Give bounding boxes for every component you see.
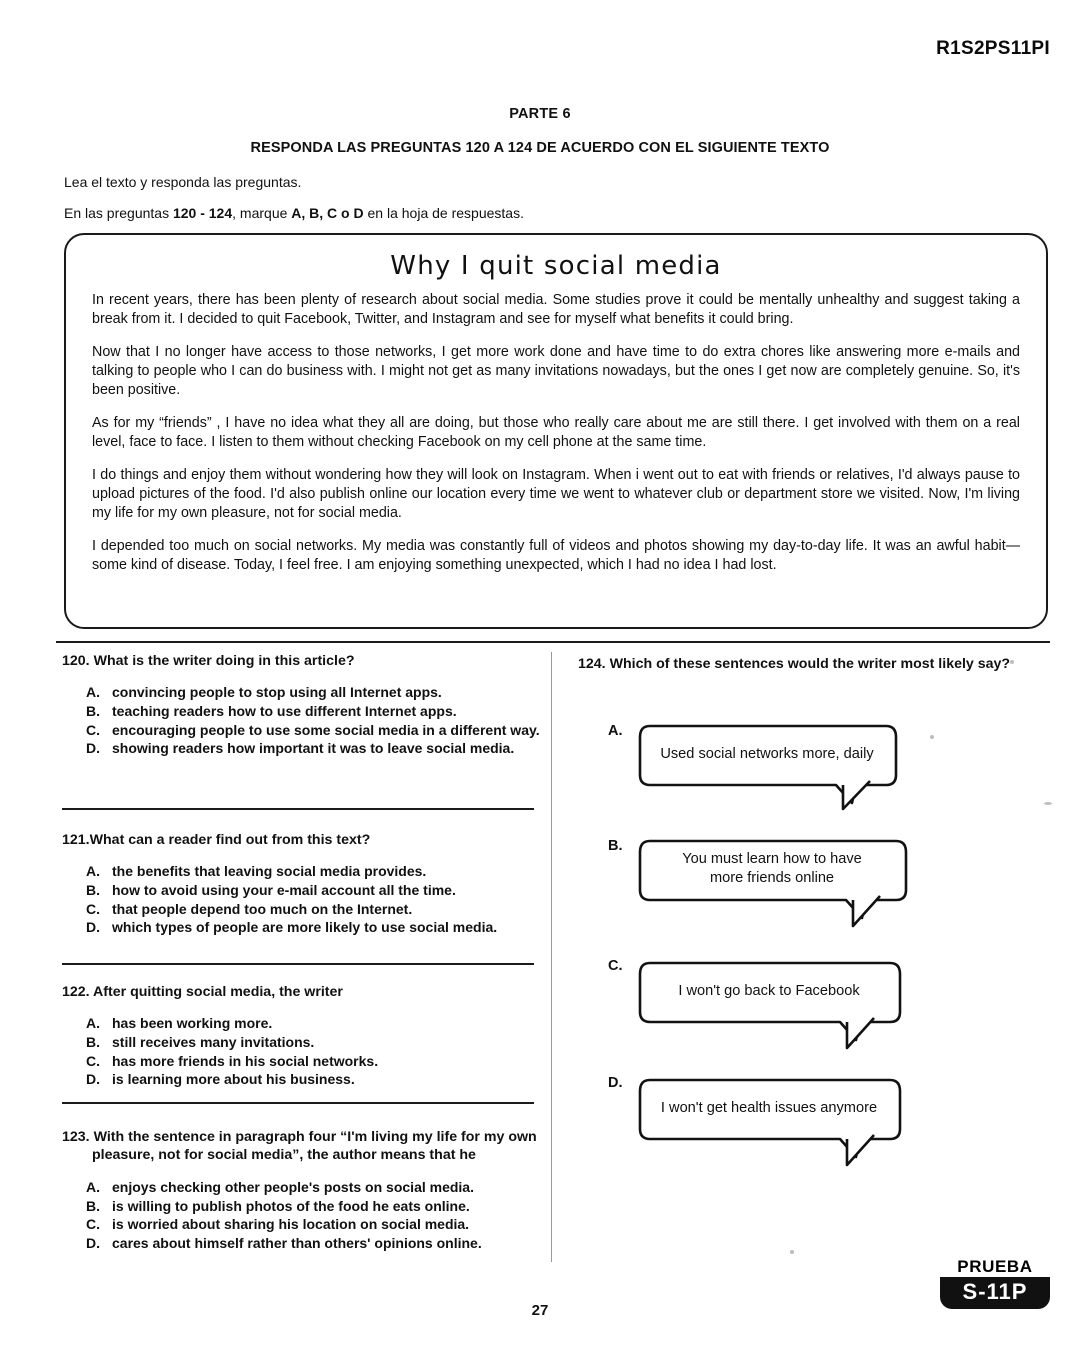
prueba-badge (940, 1258, 1050, 1309)
option-d[interactable] (86, 1071, 542, 1089)
lead-mid: , marque (232, 205, 292, 221)
question-123 (62, 1128, 542, 1253)
reading-paragraph: In recent years, there has been plenty of research about social media. Some studies prove it could be mentally unhealthy and suggest taking a break from it. I decided to quit Facebook, Twitter, and Instagram and see for myself what benefits it could bring. (92, 292, 1020, 327)
option-a[interactable] (86, 684, 542, 702)
option-letter: B. (86, 882, 100, 899)
option-letter: A. (86, 1178, 100, 1195)
option-letter: C. (608, 958, 623, 974)
question-124-stem (578, 655, 1048, 673)
question-stem (62, 831, 542, 849)
option-text: which types of people are more likely to use social media. (112, 919, 498, 936)
option-text: showing readers how important it was to leave social media. (112, 740, 515, 757)
question-number: 122. (62, 984, 90, 1000)
section-divider-top (56, 641, 1050, 643)
option-text: how to avoid using your e-mail account all the time. (112, 882, 456, 899)
bubble-text-line-1: Used social networks more, daily (660, 746, 874, 762)
question-121 (62, 831, 542, 938)
lead-prefix: En las preguntas (64, 205, 173, 221)
speech-bubble-shape (638, 723, 938, 813)
column-divider (551, 652, 552, 1262)
bubble-text-line-1: I won't go back to Facebook (678, 983, 860, 999)
option-text: is worried about sharing his location on social media. (112, 1216, 470, 1233)
reading-passage-box (64, 233, 1048, 629)
question-stem (62, 983, 542, 1001)
option-c[interactable] (86, 1216, 542, 1234)
option-text: that people depend too much on the Internet. (112, 900, 413, 917)
question-separator (62, 808, 534, 810)
document-code: R1S2PS11PI (936, 38, 1050, 59)
option-letter: C. (86, 721, 100, 738)
option-text: enjoys checking other people's posts on social media. (112, 1178, 474, 1195)
option-list (62, 1179, 542, 1253)
speech-bubble[interactable] (638, 723, 938, 813)
option-letter: A. (86, 1015, 100, 1032)
lead-instruction-1: Lea el texto y responda las preguntas. (64, 174, 302, 190)
question-number: 124. (578, 656, 606, 672)
lead-suffix: en la hoja de respuestas. (363, 205, 524, 221)
option-b[interactable] (86, 703, 542, 721)
question-stem (62, 652, 542, 670)
option-c[interactable] (86, 901, 542, 919)
option-list (62, 684, 542, 758)
option-letter: A. (86, 684, 100, 701)
option-text: encouraging people to use some social media in a different way. (112, 721, 540, 738)
question-text: After quitting social media, the writer (93, 984, 343, 1000)
scan-speck (1010, 660, 1014, 664)
option-letter: D. (86, 919, 100, 936)
scan-speck (790, 1250, 794, 1254)
option-letter: C. (86, 900, 100, 917)
option-text: has more friends in his social networks. (112, 1052, 379, 1069)
reading-title: Why I quit social media (390, 251, 722, 281)
option-letter: B. (86, 1034, 100, 1051)
question-separator (62, 963, 534, 965)
option-b[interactable] (86, 1034, 542, 1052)
lead-choices: A, B, C o D (291, 205, 364, 221)
question-text: What is the writer doing in this article? (93, 653, 355, 669)
option-text: is learning more about his business. (112, 1071, 355, 1088)
question-122 (62, 983, 542, 1090)
option-text: still receives many invitations. (112, 1034, 315, 1051)
option-b[interactable] (86, 882, 542, 900)
option-text: convincing people to stop using all Internet apps. (112, 684, 442, 701)
bubble-text-line-2: more friends online (709, 870, 835, 886)
option-letter: D. (86, 740, 100, 757)
question-number: 123. (62, 1129, 90, 1145)
option-text: is willing to publish photos of the food he eats online. (112, 1197, 470, 1214)
option-a[interactable] (86, 863, 542, 881)
question-120 (62, 652, 542, 759)
option-letter: A. (608, 723, 623, 739)
lead-instruction-2 (64, 205, 524, 221)
scan-speck (1044, 802, 1052, 805)
reading-paragraph: Now that I no longer have access to those networks, I get more work done and have time to do extra chores like answering more e-mails and talking to people who I can do business with. I might not get as many invitations nowadays, but the ones I get now are completely genuine. So, it's been positive. (92, 344, 1020, 398)
bubble-text-line-1: You must learn how to have (682, 851, 862, 867)
question-text: With the sentence in paragraph four “I'm living my life for my own pleasure, not for social media”, the author means that he (92, 1129, 537, 1164)
question-text: Which of these sentences would the writer most likely say? (609, 656, 1011, 672)
speech-bubble[interactable] (638, 958, 938, 1053)
lead-range: 120 - 124 (172, 205, 233, 221)
speech-bubble[interactable] (638, 1075, 938, 1170)
speech-bubble[interactable] (638, 838, 938, 938)
question-separator (62, 1102, 534, 1104)
question-number: 120. (62, 653, 90, 669)
option-b[interactable] (86, 1198, 542, 1216)
option-c[interactable] (86, 1053, 542, 1071)
speech-bubble-shape (638, 958, 938, 1053)
instruction-title: RESPONDA LAS PREGUNTAS 120 A 124 DE ACUERDO CON EL SIGUIENTE TEXTO (250, 140, 830, 156)
option-list (62, 863, 542, 937)
option-d[interactable] (86, 1235, 542, 1253)
scan-speck (930, 735, 934, 739)
question-stem (62, 1128, 542, 1165)
option-letter: D. (86, 1234, 100, 1251)
option-letter: A. (86, 863, 100, 880)
prueba-code: S-11P (940, 1277, 1050, 1309)
prueba-label: PRUEBA (957, 1257, 1033, 1276)
option-text: cares about himself rather than others' opinions online. (112, 1234, 482, 1251)
option-c[interactable] (86, 722, 542, 740)
option-letter: B. (608, 838, 623, 854)
reading-paragraph: I do things and enjoy them without wondering how they will look on Instagram. When i went out to eat with friends or relatives, I'd always pause to upload pictures of the food. I'd also publish online our location every time we went to whatever club or department store we visited. Now, I'm living my life for my own pleasure, not for social media. (92, 467, 1020, 521)
option-text: has been working more. (112, 1015, 273, 1032)
speech-bubble-shape (638, 1075, 938, 1170)
option-letter: D. (86, 1071, 100, 1088)
option-letter: B. (86, 1197, 100, 1214)
reading-paragraph: I depended too much on social networks. My media was constantly full of videos and photos showing my day-to-day life. It was an awful habit—some kind of disease. Today, I feel free. I am enjoying something unexpected, which I had no idea I had lost. (92, 538, 1020, 573)
reading-paragraph: As for my “friends” , I have no idea what they all are doing, but those who really care about me are still there. I get involved with them on a real level, face to face. I listen to them without checking Facebook on my cell phone at the same time. (92, 415, 1020, 450)
option-letter: D. (608, 1075, 623, 1091)
option-text: the benefits that leaving social media provides. (112, 863, 427, 880)
option-a[interactable] (86, 1015, 542, 1033)
option-d[interactable] (86, 919, 542, 937)
option-d[interactable] (86, 740, 542, 758)
option-list (62, 1015, 542, 1089)
question-number: 121. (62, 832, 90, 848)
option-a[interactable] (86, 1179, 542, 1197)
option-letter: C. (86, 1052, 100, 1069)
option-letter: B. (86, 703, 100, 720)
option-text: teaching readers how to use different Internet apps. (112, 703, 457, 720)
question-text: What can a reader find out from this text? (89, 832, 371, 848)
option-letter: C. (86, 1216, 100, 1233)
page-number: 27 (531, 1302, 549, 1319)
bubble-text-line-1: I won't get health issues anymore (660, 1100, 878, 1116)
part-title: PARTE 6 (509, 106, 571, 122)
